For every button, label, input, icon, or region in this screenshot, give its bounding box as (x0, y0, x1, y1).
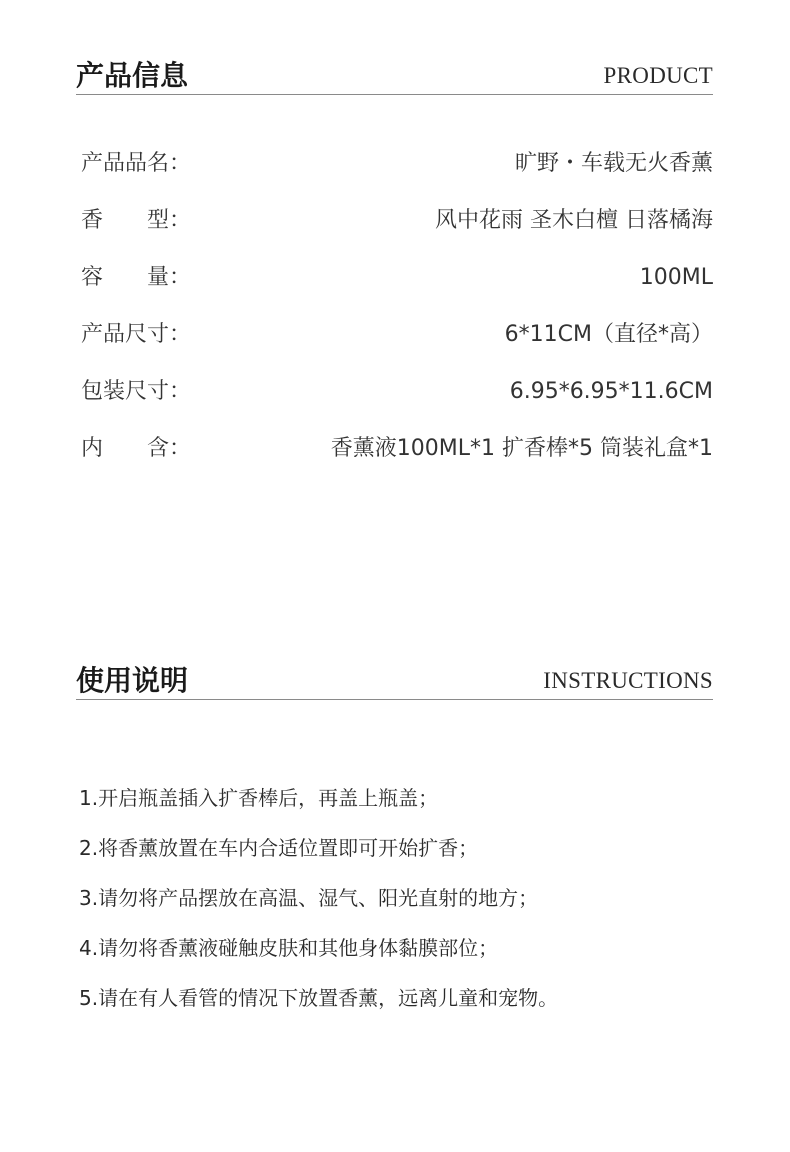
info-label: 包装尺寸： (81, 379, 192, 404)
info-label: 香 型： (81, 208, 192, 233)
instruction-item: 5.请在有人看管的情况下放置香薰，远离儿童和宠物。 (79, 986, 559, 1010)
instructions-subtitle: INSTRUCTIONS (543, 668, 713, 693)
instructions-title: 使用说明 (76, 664, 189, 697)
info-value: 6.95*6.95*11.6CM (509, 379, 713, 404)
product-info-subtitle: PRODUCT (603, 63, 713, 88)
info-row-capacity (81, 261, 713, 295)
info-value: 旷野・车载无火香薰 (514, 151, 713, 176)
info-label: 内 含： (81, 436, 192, 461)
instructions-list (79, 781, 713, 1031)
product-info-header (76, 48, 713, 95)
info-value: 香薰液100ML*1 扩香棒*5 筒装礼盒*1 (330, 436, 713, 461)
info-row-package-size (81, 375, 713, 409)
instructions-header (76, 654, 713, 700)
instruction-item: 3.请勿将产品摆放在高温、湿气、阳光直射的地方； (79, 886, 539, 910)
product-info-title: 产品信息 (76, 59, 189, 92)
instruction-item: 2.将香薰放置在车内合适位置即可开始扩香； (79, 836, 479, 860)
instruction-item: 4.请勿将香薰液碰触皮肤和其他身体黏膜部位； (79, 936, 499, 960)
info-row-product-name (81, 147, 713, 181)
info-label: 产品尺寸： (81, 322, 192, 347)
info-value: 风中花雨 圣木白檀 日落橘海 (435, 208, 713, 233)
info-label: 容 量： (81, 265, 192, 290)
info-label: 产品品名： (81, 151, 192, 176)
instruction-item: 1.开启瓶盖插入扩香棒后，再盖上瓶盖； (79, 786, 439, 810)
info-row-scent (81, 204, 713, 238)
info-row-product-size (81, 318, 713, 352)
info-value: 6*11CM（直径*高） (504, 322, 713, 347)
info-row-contents (81, 432, 713, 466)
info-value: 100ML (639, 265, 713, 290)
